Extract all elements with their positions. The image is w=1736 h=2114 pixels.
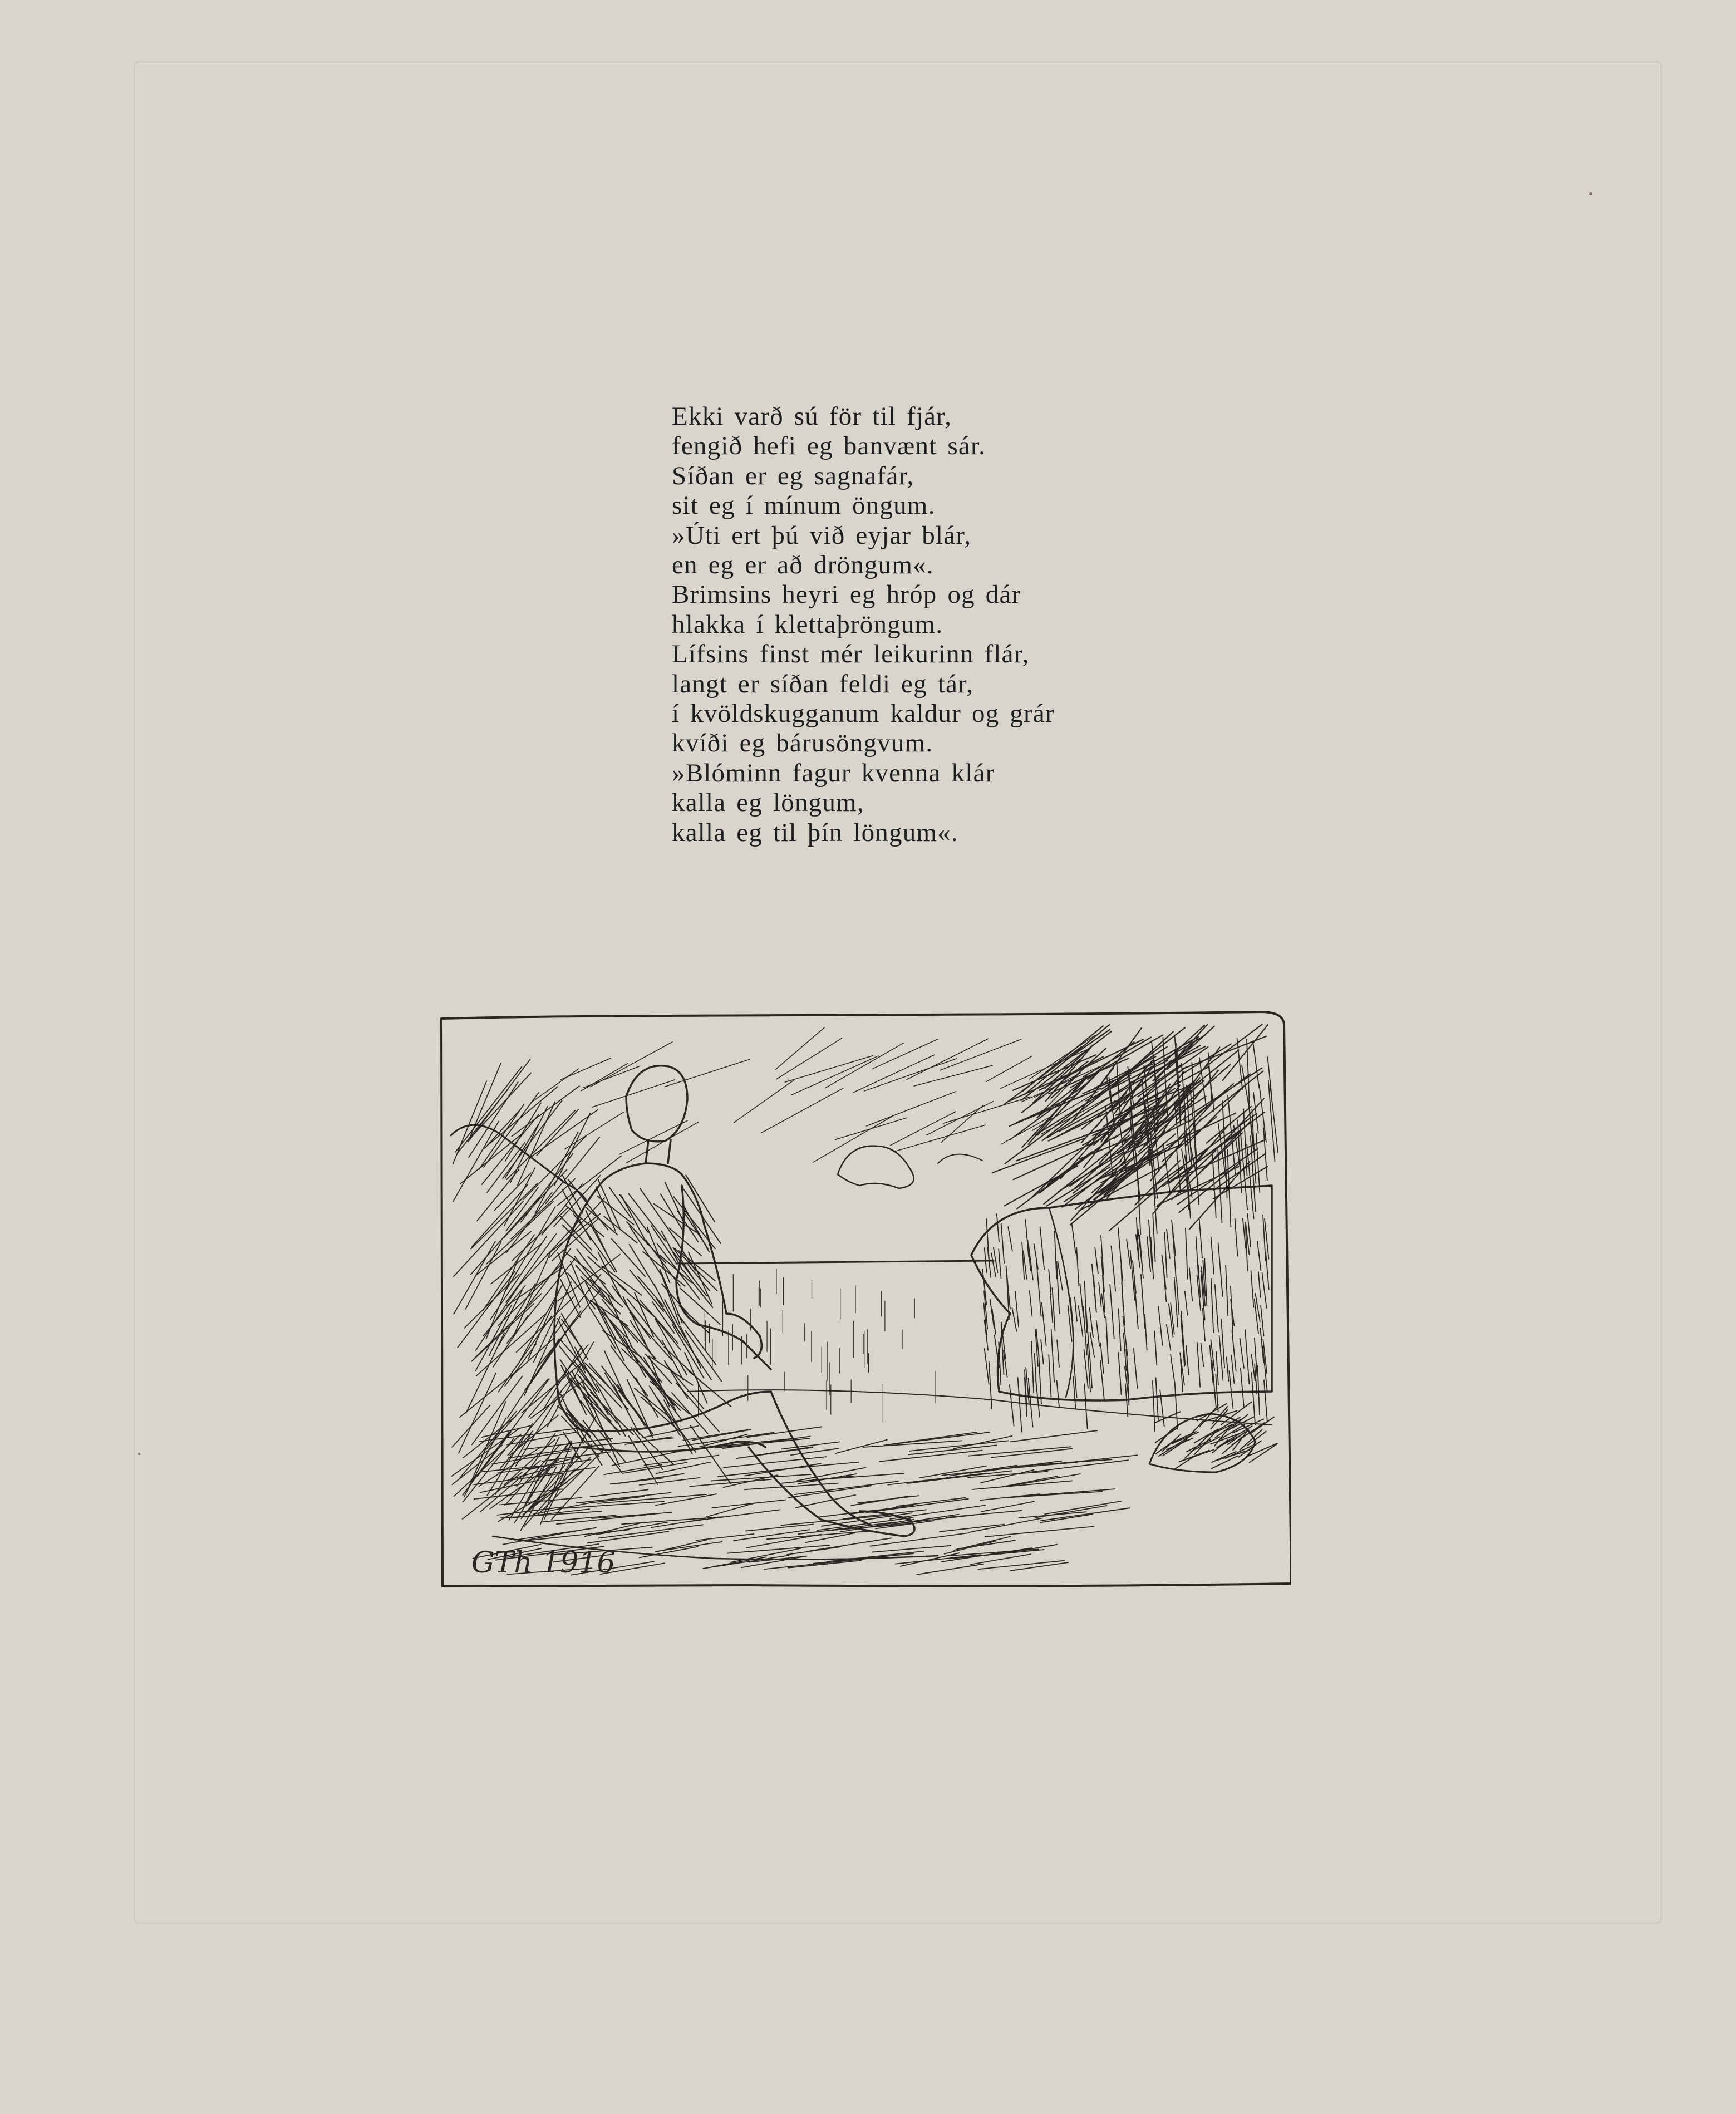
poem-line: langt er síðan feldi eg tár, [672, 669, 973, 699]
cliff-vertical-hatch [1118, 1228, 1123, 1281]
paper-speck [1589, 192, 1592, 195]
sky-light-hatch [867, 1092, 956, 1126]
cliff-vertical-hatch [1049, 1270, 1051, 1295]
cliff-vertical-hatch [1245, 1330, 1249, 1384]
ground-hatch [542, 1515, 616, 1522]
ground-hatch [592, 1512, 672, 1518]
sky-cross-hatch [1212, 1151, 1216, 1218]
cliff-vertical-hatch [1058, 1262, 1062, 1290]
figure-shading-hatch [634, 1429, 673, 1464]
poem-line: Lífsins finst mér leikurinn flár, [672, 640, 1030, 669]
figure-shading-hatch [563, 1250, 605, 1284]
cliff-vertical-hatch [1041, 1340, 1044, 1364]
cliff-vertical-hatch [1226, 1265, 1228, 1316]
figure-shading-hatch [660, 1269, 682, 1323]
cliff-vertical-hatch [1141, 1275, 1145, 1329]
ground-hatch [712, 1500, 785, 1508]
cliff-vertical-hatch [1010, 1385, 1014, 1426]
cliff-vertical-hatch [1039, 1353, 1041, 1404]
figure-shading-hatch [681, 1289, 720, 1325]
sky-light-hatch [665, 1059, 750, 1087]
sky-cross-hatch [1259, 1085, 1266, 1142]
poem-line: kalla eg löngum, [672, 788, 864, 818]
cliff-vertical-hatch [990, 1299, 995, 1329]
cliff-vertical-hatch [1185, 1291, 1188, 1315]
cliff-vertical-hatch [1201, 1343, 1204, 1366]
ground-hatch [980, 1494, 1040, 1500]
cliff-vertical-hatch [1022, 1242, 1024, 1279]
cliff-vertical-hatch [1231, 1355, 1234, 1383]
cliff-vertical-hatch [1211, 1279, 1213, 1333]
figure-shading-hatch [685, 1213, 708, 1249]
cliff-vertical-hatch [1090, 1333, 1095, 1358]
poem-line: hlakka í klettaþröngum. [672, 609, 943, 639]
cliff-vertical-hatch [1119, 1309, 1121, 1350]
cliff-vertical-hatch [1050, 1294, 1053, 1323]
cliff-vertical-hatch [1164, 1232, 1167, 1277]
sky-dark-hatch [1031, 1129, 1103, 1198]
figure-shading-hatch [689, 1252, 712, 1304]
cliff-vertical-hatch [1100, 1360, 1104, 1399]
ground-hatch [896, 1498, 966, 1507]
cliff-vertical-hatch [1035, 1354, 1037, 1392]
sky-light-hatch [813, 1116, 893, 1162]
left-rock-hatch [465, 1242, 501, 1309]
ground-hatch [1010, 1562, 1068, 1571]
figure-shading-hatch [590, 1300, 627, 1325]
left-rock-hatch [508, 1339, 559, 1418]
cliff-vertical-hatch [1076, 1247, 1079, 1286]
hatching [452, 1025, 1278, 1575]
cliff-vertical-hatch [1262, 1272, 1267, 1308]
ground-hatch [985, 1527, 1094, 1537]
sky-light-hatch [734, 1080, 794, 1123]
figure-shading-hatch [609, 1187, 631, 1218]
cliff-vertical-hatch [1153, 1213, 1155, 1261]
ground-hatch [851, 1496, 909, 1506]
cliff-vertical-hatch [1015, 1292, 1019, 1327]
ground-hatch [940, 1525, 1004, 1532]
cliff-vertical-hatch [1235, 1219, 1238, 1256]
ground-hatch [944, 1541, 996, 1554]
ground-hatch [686, 1510, 780, 1522]
cliff-vertical-hatch [1156, 1378, 1159, 1420]
cliff-vertical-hatch [1154, 1331, 1157, 1365]
cliff-vertical-hatch [1112, 1246, 1116, 1291]
cliff-vertical-hatch [1072, 1224, 1076, 1253]
cliff-vertical-hatch [1241, 1368, 1244, 1408]
left-rock-hatch [458, 1271, 515, 1348]
cliff-vertical-hatch [1084, 1384, 1087, 1429]
cliff-vertical-hatch [1261, 1306, 1263, 1336]
ground-hatch [746, 1525, 814, 1531]
man-neck [646, 1140, 671, 1163]
figure-shading-hatch [596, 1304, 624, 1361]
ground-hatch [872, 1546, 951, 1552]
figure-shading-hatch [631, 1346, 662, 1382]
poem-line: Síðan er eg sagnafár, [672, 461, 914, 490]
cliff-vertical-hatch [1199, 1218, 1203, 1258]
left-rock-hatch [512, 1086, 579, 1137]
plate-mark [134, 61, 1662, 1924]
cliff-vertical-hatch [1218, 1243, 1223, 1296]
cliff-vertical-hatch [1008, 1227, 1012, 1251]
rock-hatch [1180, 1451, 1209, 1462]
cliff-vertical-hatch [1018, 1378, 1022, 1432]
ground-hatch [622, 1517, 724, 1524]
ground-hatch [619, 1474, 684, 1483]
sky-light-hatch [531, 1069, 579, 1103]
cliff-vertical-hatch [1158, 1306, 1162, 1345]
cliff-vertical-hatch [1211, 1237, 1214, 1274]
pen-drawing-illustration [437, 1002, 1291, 1592]
poem-line: »Úti ert þú við eyjar blár, [672, 520, 972, 550]
ground-hatch [1012, 1474, 1080, 1486]
cliff-vertical-hatch [1092, 1264, 1096, 1309]
cliff-vertical-hatch [1053, 1288, 1055, 1331]
cliff-vertical-hatch [987, 1247, 991, 1278]
sky-cross-hatch [1253, 1041, 1259, 1088]
cliff-vertical-hatch [1037, 1263, 1041, 1316]
ground-hatch [604, 1465, 662, 1475]
ground-hatch [794, 1481, 898, 1494]
poem-line: í kvöldskugganum kaldur og grár [672, 699, 1055, 729]
cliff-vertical-hatch [1181, 1311, 1185, 1365]
cliff-vertical-hatch [1255, 1299, 1258, 1334]
left-rock-hatch [529, 1110, 598, 1158]
rock-hatch [1194, 1429, 1218, 1443]
cliff-vertical-hatch [989, 1361, 992, 1409]
cliff-vertical-hatch [1079, 1306, 1083, 1336]
cliff-vertical-hatch [1145, 1314, 1147, 1350]
ground-hatch [764, 1559, 865, 1570]
poem-line: kvíði eg bárusöngvum. [672, 729, 933, 758]
cliff-vertical-hatch [1167, 1230, 1170, 1258]
sky-light-hatch [891, 1112, 956, 1146]
poem-line: »Blóminn fagur kvenna klár [672, 758, 995, 788]
sky-light-hatch [775, 1027, 824, 1070]
cliff-vertical-hatch [1140, 1235, 1144, 1278]
ground-hatch [1030, 1489, 1115, 1496]
ground-hatch [747, 1427, 822, 1437]
sky-light-hatch [592, 1080, 675, 1107]
cliff-vertical-hatch [1186, 1346, 1189, 1375]
cliff-vertical-hatch [1181, 1316, 1185, 1366]
cliff-vertical-hatch [999, 1249, 1001, 1278]
ground-hatch [917, 1564, 983, 1575]
man-head [626, 1066, 687, 1142]
cliff-vertical-hatch [1162, 1255, 1166, 1289]
cliff-vertical-hatch [992, 1309, 996, 1334]
sky-light-hatch [853, 1055, 935, 1093]
figure-shading-hatch [619, 1285, 656, 1319]
ground-hatch [656, 1462, 711, 1474]
ground-hatch [706, 1503, 755, 1517]
cliff-vertical-hatch [1075, 1297, 1077, 1321]
ground-hatch [625, 1437, 672, 1445]
cliff-vertical-hatch [1025, 1220, 1029, 1257]
left-rock-hatch [469, 1073, 532, 1140]
cliff-vertical-hatch [1257, 1241, 1261, 1270]
cliff-vertical-hatch [1080, 1284, 1083, 1317]
cliff-vertical-hatch [1040, 1227, 1045, 1270]
ground-hatch [1007, 1492, 1103, 1498]
ground-hatch [692, 1430, 751, 1441]
cliff-vertical-hatch [1034, 1244, 1038, 1269]
left-rock-hatch [472, 1184, 528, 1247]
left-rock-hatch [460, 1368, 520, 1418]
cliff-vertical-hatch [1110, 1285, 1114, 1339]
cliff-vertical-hatch [1127, 1240, 1130, 1269]
cliff-vertical-hatch [1240, 1339, 1244, 1368]
sky-light-hatch [943, 1097, 1031, 1123]
sky-cross-hatch [1194, 1139, 1199, 1205]
cliff-vertical-hatch [1167, 1325, 1171, 1351]
ground-hatch [1010, 1430, 1097, 1442]
sky-light-hatch [627, 1122, 699, 1163]
sky-light-hatch [560, 1058, 611, 1080]
artist-signature: GTh 1916 [471, 1546, 616, 1580]
cliff-vertical-hatch [997, 1214, 999, 1242]
ground-hatch [507, 1432, 576, 1445]
cloud [838, 1146, 914, 1188]
ground-hatch [683, 1430, 747, 1441]
cliff-vertical-hatch [1012, 1308, 1016, 1331]
cliff-vertical-hatch [1153, 1381, 1155, 1432]
ground-hatch [746, 1535, 822, 1548]
ground-hatch [727, 1545, 829, 1553]
cliff-vertical-hatch [1084, 1349, 1088, 1388]
cliff-vertical-hatch [1031, 1341, 1034, 1393]
sky-cross-hatch [1253, 1092, 1258, 1133]
ground-hatch [499, 1498, 582, 1505]
ground-hatch [1002, 1476, 1058, 1487]
cliff-vertical-hatch [1227, 1357, 1229, 1381]
cliff-vertical-hatch [1118, 1353, 1121, 1394]
sky-light-hatch [914, 1065, 992, 1086]
cloud [938, 1154, 982, 1163]
left-rock-hatch [511, 1179, 575, 1239]
cliff-vertical-hatch [1171, 1354, 1174, 1382]
sky-light-hatch [941, 1105, 983, 1143]
left-rock-hatch [508, 1379, 572, 1456]
ground-hatch [788, 1560, 861, 1567]
cliff-vertical-hatch [1197, 1343, 1201, 1387]
cliff-vertical-hatch [1042, 1303, 1046, 1346]
poem-line: kalla eg til þín löngum«. [672, 818, 958, 847]
figure-shading-hatch [591, 1224, 617, 1271]
poem-line: Brimsins heyri eg hróp og dár [672, 580, 1021, 609]
cliff-vertical-hatch [1147, 1237, 1150, 1268]
cliff-vertical-hatch [1029, 1245, 1033, 1280]
figure-shading-hatch [597, 1196, 633, 1225]
ground-hatch [792, 1462, 858, 1468]
rock-hatch [1174, 1457, 1193, 1469]
left-rock-hatch [515, 1391, 562, 1467]
ground-hatch [514, 1528, 596, 1540]
sky-light-hatch [1022, 1066, 1099, 1102]
cliff-vertical-hatch [1096, 1321, 1100, 1346]
sky-light-hatch [872, 1039, 938, 1069]
cliff-vertical-hatch [1189, 1268, 1192, 1301]
left-rock-hatch [503, 1100, 562, 1178]
cliff-vertical-hatch [1051, 1329, 1055, 1382]
rock-hatch [1212, 1452, 1236, 1462]
cliff-vertical-hatch [1057, 1340, 1059, 1367]
cliff-vertical-hatch [985, 1349, 989, 1384]
cliff-vertical-hatch [1055, 1231, 1057, 1279]
ground-hatch [724, 1475, 778, 1487]
sky-light-hatch [591, 1042, 673, 1087]
cliff-vertical-hatch [1175, 1382, 1178, 1429]
ground-hatch [1013, 1459, 1112, 1466]
ground-hatch [901, 1553, 960, 1566]
cliff-vertical-hatch [1134, 1277, 1138, 1329]
figure-shading-hatch [688, 1265, 710, 1290]
cliff-vertical-hatch [1257, 1366, 1260, 1415]
figure-shading-hatch [603, 1330, 641, 1357]
cliff-vertical-hatch [1095, 1248, 1098, 1274]
cliff-vertical-hatch [1049, 1355, 1051, 1397]
poem-line: sit eg í mínum öngum. [672, 491, 936, 520]
left-rock-hatch [504, 1170, 567, 1238]
paper-speck [138, 1453, 140, 1455]
poem-line: fengið hefi eg banvænt sár. [672, 431, 986, 461]
cliff-vertical-hatch [1177, 1281, 1179, 1315]
cliff-vertical-hatch [1030, 1291, 1032, 1316]
left-rock-hatch [554, 1114, 590, 1186]
sky-dark-hatch [1100, 1133, 1189, 1192]
sky-light-hatch [619, 1120, 687, 1154]
sky-light-hatch [940, 1039, 1021, 1070]
ground-hatch [981, 1502, 1034, 1512]
cliff-vertical-hatch [1251, 1271, 1254, 1307]
ground-hatch [972, 1481, 1073, 1489]
left-rock-hatch [453, 1121, 499, 1202]
cliff-vertical-hatch [1186, 1228, 1188, 1279]
ground-hatch [585, 1523, 643, 1537]
ground-hatch [756, 1447, 813, 1455]
cliff-vertical-hatch [1229, 1371, 1233, 1409]
sky-light-hatch [864, 1059, 957, 1092]
poem-line: Ekki varð sú för til fjár, [672, 402, 952, 431]
cliff-vertical-hatch [1215, 1285, 1218, 1332]
sky-light-hatch [986, 1056, 1032, 1081]
cliff-vertical-hatch [1057, 1381, 1059, 1407]
ground-hatch [954, 1537, 1010, 1551]
cliff-vertical-hatch [1134, 1348, 1138, 1388]
cliff-vertical-hatch [1001, 1224, 1004, 1264]
poem-line: en eg er að dröngum«. [672, 550, 934, 580]
ground-hatch [970, 1518, 1042, 1532]
cliff-vertical-hatch [1099, 1282, 1101, 1307]
sky-light-hatch [776, 1039, 842, 1079]
poem-text [672, 402, 1055, 848]
man-arm [676, 1186, 771, 1369]
sky-dark-hatch [1075, 1151, 1154, 1209]
sky-cross-hatch [1247, 1144, 1254, 1219]
ground-hatch [718, 1468, 795, 1477]
sky-light-hatch [907, 1039, 988, 1079]
horizon-line [676, 1261, 994, 1264]
cliff-vertical-hatch [1106, 1317, 1108, 1364]
cliff-vertical-hatch [1258, 1272, 1261, 1297]
cliff-vertical-hatch [1196, 1236, 1199, 1279]
left-rock-hatch [466, 1333, 504, 1413]
